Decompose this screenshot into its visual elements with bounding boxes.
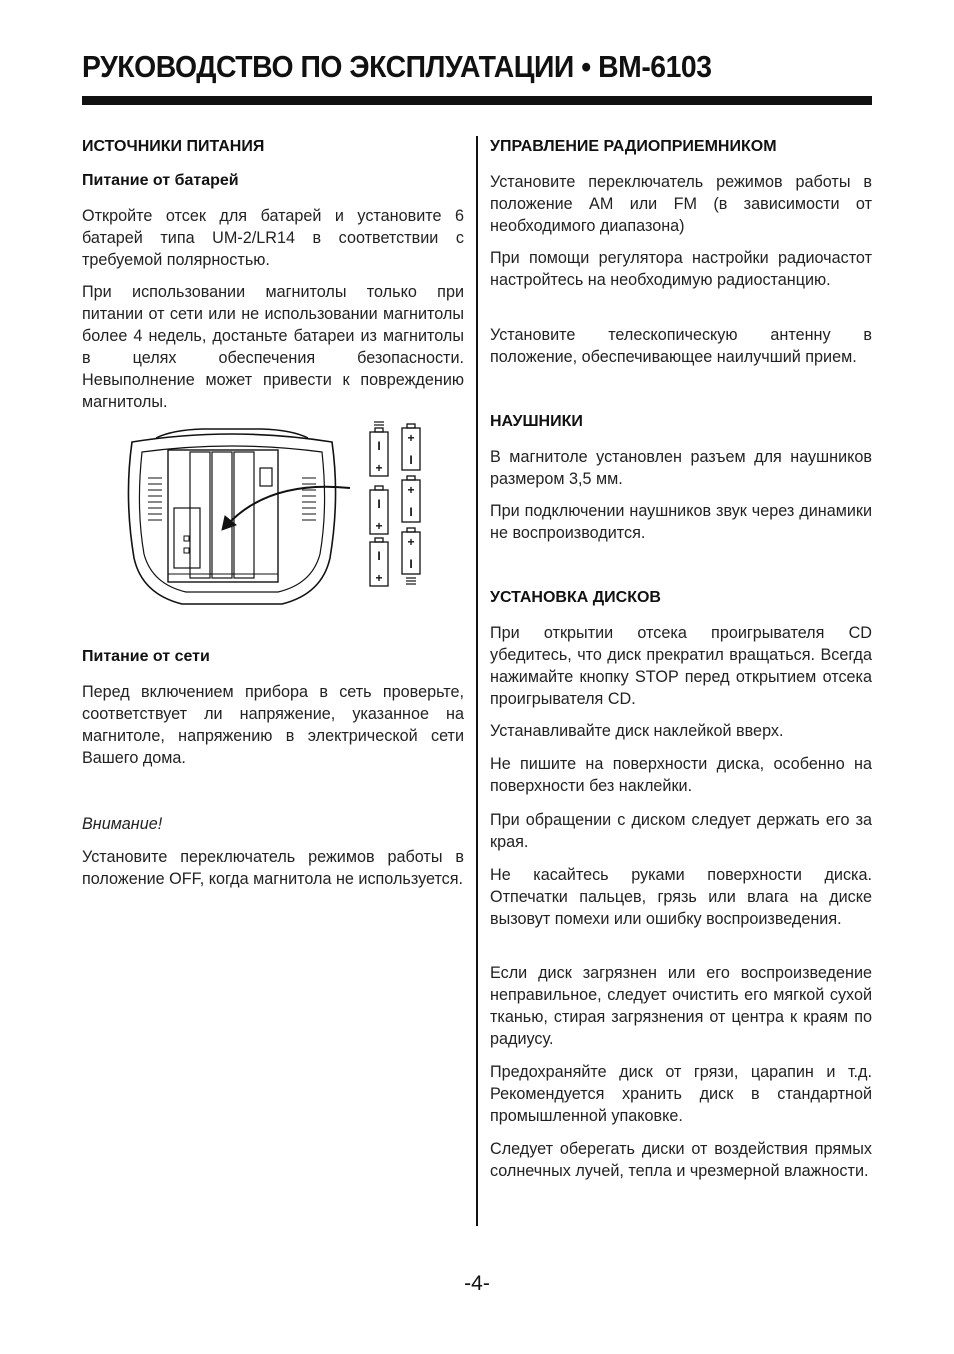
device-back-illustration xyxy=(128,429,335,604)
battery-installation-figure xyxy=(82,418,464,618)
mains-paragraph-1: Перед включением прибора в сеть проверьте, соответствует ли напряжение, указанное на магнитоле, напряжению в электрической сети Вашего дома. xyxy=(82,683,464,767)
page-number: -4- xyxy=(464,1272,490,1295)
radio-paragraph-2: При помощи регулятора настройки радиочастот настройтесь на необходимую радиостанцию. xyxy=(490,249,872,289)
headphones-paragraph-1: В магнитоле установлен разъем для наушников размером 3,5 мм. xyxy=(490,448,872,488)
battery-diagram xyxy=(82,418,464,618)
plus-sign-label: + xyxy=(375,461,383,475)
discs-paragraph-8: Следует оберегать диски от воздействия прямых солнечных лучей, тепла и чрезмерной влажности. xyxy=(490,1140,872,1180)
power-sources-heading: ИСТОЧНИКИ ПИТАНИЯ xyxy=(82,138,265,155)
insertion-arrow-icon xyxy=(222,487,350,530)
radio-control-heading: УПРАВЛЕНИЕ РАДИОПРИЕМНИКОМ xyxy=(490,138,777,155)
minus-sign-label: I xyxy=(409,505,413,519)
title-rule xyxy=(82,96,872,105)
discs-paragraph-3: Не пишите на поверхности диска, особенно на поверхности без наклейки. xyxy=(490,755,872,795)
headphones-paragraph-2: При подключении наушников звук через динамики не воспроизводится. xyxy=(490,502,872,542)
plus-sign-label: + xyxy=(407,483,415,497)
column-divider xyxy=(476,136,478,1226)
attention-paragraph: Установите переключатель режимов работы в положение OFF, когда магнитола не используется. xyxy=(82,848,464,888)
battery-icons-right xyxy=(402,424,420,574)
discs-paragraph-1: При открытии отсека проигрывателя CD убедитесь, что диск прекратил вращаться. Всегда нажимайте кнопку STOP перед открытием отсека проигрывателя CD. xyxy=(490,624,872,708)
plus-sign-label: + xyxy=(407,431,415,445)
battery-paragraph-2: При использовании магнитолы только при питании от сети или не использовании магнитолы более 4 недель, достаньте батареи из магнитолы в целях обеспечения безопасности. Невыполнение может привести к повреждению магнитолы. xyxy=(82,283,464,411)
battery-power-heading: Питание от батарей xyxy=(82,172,239,189)
discs-paragraph-5: Не касайтесь руками поверхности диска. Отпечатки пальцев, грязь или влага на диске вызовут помехи или ошибку воспроизведения. xyxy=(490,866,872,928)
radio-paragraph-1: Установите переключатель режимов работы в положение AM или FM (в зависимости от необходимого диапазона) xyxy=(490,173,872,235)
headphones-heading: НАУШНИКИ xyxy=(490,413,583,430)
discs-paragraph-7: Предохраняйте диск от грязи, царапин и т.д. Рекомендуется хранить диск в стандартной промышленной упаковке. xyxy=(490,1063,872,1125)
plus-sign-label: + xyxy=(375,519,383,533)
minus-sign-label: I xyxy=(409,557,413,571)
minus-sign-label: I xyxy=(377,497,381,511)
discs-paragraph-4: При обращении с диском следует держать его за края. xyxy=(490,811,872,851)
radio-paragraph-3: Установите телескопическую антенну в положение, обеспечивающее наилучший прием. xyxy=(490,326,872,366)
mains-power-heading: Питание от сети xyxy=(82,648,210,665)
disc-installation-heading: УСТАНОВКА ДИСКОВ xyxy=(490,589,661,606)
plus-sign-label: + xyxy=(375,571,383,585)
plus-sign-label: + xyxy=(407,535,415,549)
minus-sign-label: I xyxy=(409,453,413,467)
battery-paragraph-1: Откройте отсек для батарей и установите 6 батарей типа UM-2/LR14 в соответствии с требуемой полярностью. xyxy=(82,207,464,269)
minus-sign-label: I xyxy=(377,439,381,453)
minus-sign-label: I xyxy=(377,549,381,563)
page-title: РУКОВОДСТВО ПО ЭКСПЛУАТАЦИИ • BM-6103 xyxy=(82,50,712,84)
attention-label: Внимание! xyxy=(82,815,163,833)
discs-paragraph-6: Если диск загрязнен или его воспроизведение неправильное, следует очистить его мягкой сухой тканью, стирая загрязнения от центра к краям по радиусу. xyxy=(490,964,872,1048)
discs-paragraph-2: Устанавливайте диск наклейкой вверх. xyxy=(490,722,784,740)
